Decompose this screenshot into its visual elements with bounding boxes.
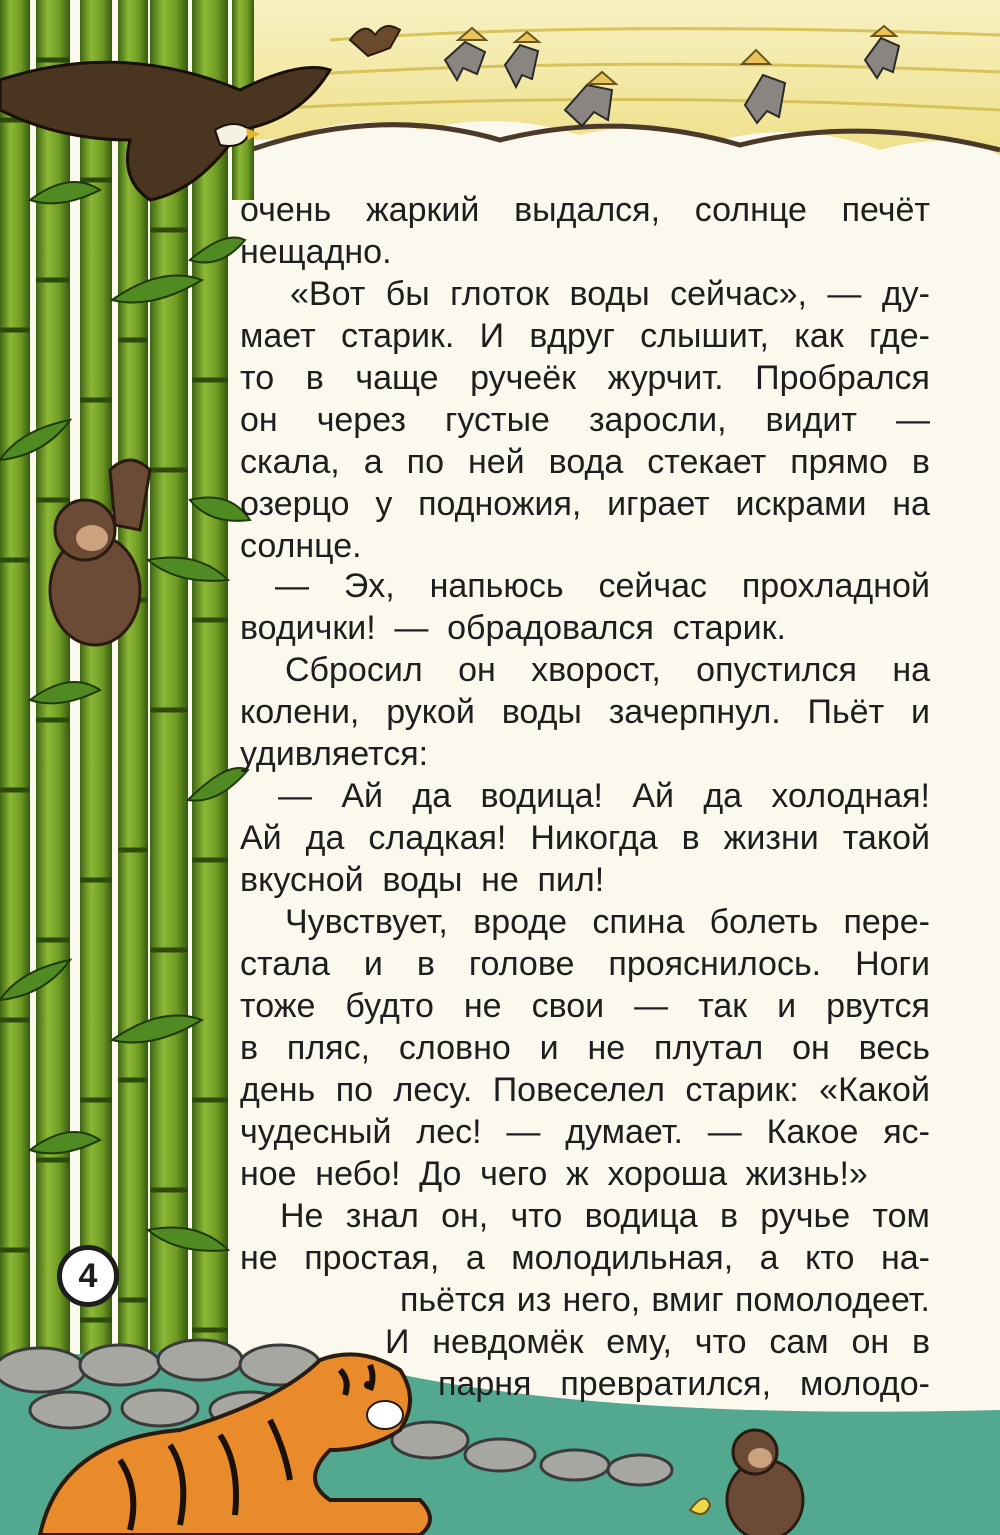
word: лесу. <box>393 1071 473 1109</box>
word: стала <box>240 945 330 983</box>
bamboo-forest <box>0 0 254 1535</box>
text-line <box>240 860 930 900</box>
word: скала, <box>240 443 340 481</box>
word: яс- <box>883 1113 930 1151</box>
word: он, <box>441 1197 489 1235</box>
word: подножия, <box>418 485 582 523</box>
word: где- <box>869 317 930 355</box>
text-line <box>240 692 930 732</box>
word: Ноги <box>855 945 930 983</box>
text-line <box>285 902 930 942</box>
word: ду- <box>881 275 930 313</box>
word: него, <box>562 1281 641 1319</box>
word: прямо <box>790 443 888 481</box>
word: водички! <box>240 609 376 647</box>
word: не <box>463 987 502 1025</box>
word: сейчас», <box>670 275 807 313</box>
word: через <box>316 401 406 439</box>
word: а <box>363 443 383 481</box>
word: хороша <box>607 1155 727 1193</box>
page-number: 4 <box>57 1245 119 1307</box>
word: пьётся <box>400 1281 506 1319</box>
word: И <box>479 317 505 355</box>
word: чаще <box>355 359 439 397</box>
word: играет <box>607 485 710 523</box>
word: стекает <box>647 443 767 481</box>
text-line <box>240 986 930 1026</box>
word: да <box>305 819 345 857</box>
word: воды <box>569 275 650 313</box>
text-line <box>240 232 930 272</box>
word: Чувствует, <box>285 903 448 941</box>
word: холодная! <box>771 777 930 815</box>
word: Никогда <box>530 819 658 857</box>
word: и <box>539 1029 559 1067</box>
word: такой <box>842 819 930 857</box>
word: чудесный <box>240 1113 392 1151</box>
word: сам <box>769 1323 829 1361</box>
text-line <box>438 1364 930 1404</box>
word: из <box>516 1281 552 1319</box>
word: думает. <box>565 1113 683 1151</box>
word: голове <box>468 945 575 983</box>
word: на <box>892 485 930 523</box>
word: «Вот <box>290 275 366 313</box>
text-line <box>240 608 930 648</box>
text-line <box>240 190 930 230</box>
text-line <box>240 1028 930 1068</box>
word: да <box>703 777 743 815</box>
word: в <box>305 359 324 397</box>
word: вмиг <box>651 1281 724 1319</box>
word: да <box>412 777 452 815</box>
word: в <box>681 819 700 857</box>
word: по <box>406 443 444 481</box>
word: прохладной <box>741 567 930 605</box>
word: — <box>278 777 312 815</box>
word: а <box>465 1239 485 1277</box>
word: мает <box>240 317 316 355</box>
word: Сбросил <box>285 651 423 689</box>
word: и <box>363 945 383 983</box>
word: пере- <box>843 903 930 941</box>
text-line <box>240 526 930 566</box>
text-line <box>240 400 930 440</box>
text-line <box>240 944 930 984</box>
word: лес! <box>416 1113 482 1151</box>
word: До <box>419 1155 462 1193</box>
text-line <box>400 1280 930 1320</box>
word: Какое <box>766 1113 859 1151</box>
word: Ай <box>632 777 674 815</box>
word: он <box>851 1323 890 1361</box>
word: не <box>481 861 519 899</box>
word: не <box>240 1239 278 1277</box>
word: что <box>510 1197 563 1235</box>
text-line <box>240 1154 930 1194</box>
word: водица <box>584 1197 698 1235</box>
word: молодильная, <box>511 1239 734 1277</box>
word: словно <box>398 1029 511 1067</box>
word: старик. <box>672 609 786 647</box>
word: он <box>458 651 496 689</box>
word: удивляется: <box>240 735 429 773</box>
word: у <box>375 485 393 523</box>
word: Пробрался <box>755 359 930 397</box>
text-line <box>290 274 930 314</box>
word: напьюсь <box>429 567 564 605</box>
word: И <box>385 1323 410 1361</box>
word: Ай <box>341 777 384 815</box>
word: опустился <box>696 651 857 689</box>
word: знал <box>345 1197 419 1235</box>
word: печёт <box>841 191 930 229</box>
text-line <box>240 1112 930 1152</box>
word: старик. <box>340 317 455 355</box>
word: обрадовался <box>447 609 654 647</box>
word: весь <box>858 1029 930 1067</box>
word: в <box>240 1029 259 1067</box>
word: рукой <box>386 693 475 731</box>
word: ему, <box>606 1323 672 1361</box>
word: том <box>872 1197 930 1235</box>
word: колени, <box>240 693 360 731</box>
word: не <box>587 1029 626 1067</box>
word: старик: <box>685 1071 799 1109</box>
word: вода <box>548 443 624 481</box>
word: а <box>759 1239 779 1277</box>
word: чего <box>480 1155 548 1193</box>
word: пил! <box>537 861 605 899</box>
word: что <box>694 1323 747 1361</box>
word: невдомёк <box>432 1323 584 1361</box>
word: болеть <box>709 903 819 941</box>
word: тоже <box>240 987 316 1025</box>
text-line <box>240 818 930 858</box>
text-line <box>285 650 930 690</box>
rice-field-scene <box>250 0 1000 155</box>
word: то <box>240 359 275 397</box>
word: сладкая! <box>368 819 507 857</box>
word: хворост, <box>531 651 661 689</box>
word: он <box>792 1029 830 1067</box>
word: жизни <box>723 819 819 857</box>
word: водица! <box>480 777 603 815</box>
word: кто <box>805 1239 855 1277</box>
word: бы <box>385 275 430 313</box>
word: солнце <box>694 191 807 229</box>
word: ручье <box>760 1197 851 1235</box>
word: ручеёк <box>470 359 577 397</box>
word: видит <box>765 401 857 439</box>
text-line <box>280 1196 930 1236</box>
word: рвутся <box>826 987 930 1025</box>
word: в <box>911 1323 930 1361</box>
word: густые <box>444 401 550 439</box>
word: вкусной <box>240 861 364 899</box>
text-line <box>278 776 930 816</box>
word: — <box>394 609 429 647</box>
word: прояснилось. <box>608 945 822 983</box>
word: ж <box>566 1155 589 1193</box>
word: глоток <box>450 275 550 313</box>
word: ное <box>240 1155 297 1193</box>
word: на <box>892 651 930 689</box>
word: как <box>794 317 844 355</box>
word: вдруг <box>529 317 615 355</box>
text-line <box>240 316 930 356</box>
word: Ай <box>240 819 282 857</box>
word: и <box>777 987 797 1025</box>
text-line <box>240 484 930 524</box>
word: воды <box>501 693 582 731</box>
word: солнце. <box>240 527 362 565</box>
word: на- <box>880 1239 930 1277</box>
word: Повеселел <box>492 1071 665 1109</box>
word: озерцо <box>240 485 350 523</box>
word: журчит. <box>607 359 724 397</box>
word: воды <box>382 861 463 899</box>
word: — <box>506 1113 541 1151</box>
word: пляс, <box>286 1029 371 1067</box>
word: помолодеет. <box>734 1281 930 1319</box>
word: в <box>911 443 930 481</box>
word: в <box>416 945 435 983</box>
word: свои <box>531 987 605 1025</box>
word: заросли, <box>588 401 727 439</box>
word: Эх, <box>343 567 395 605</box>
word: — <box>827 275 862 313</box>
word: парня <box>438 1365 532 1403</box>
word: небо! <box>315 1155 401 1193</box>
word: жаркий <box>365 191 480 229</box>
word: очень <box>240 191 332 229</box>
word: плутал <box>654 1029 764 1067</box>
word: простая, <box>304 1239 440 1277</box>
word: нещадно. <box>240 233 392 271</box>
word: зачерпнул. <box>608 693 781 731</box>
text-line <box>240 442 930 482</box>
text-line <box>240 734 930 774</box>
word: он <box>240 401 278 439</box>
text-line <box>385 1322 930 1362</box>
text-line <box>240 358 930 398</box>
word: по <box>335 1071 374 1109</box>
word: — <box>896 401 930 439</box>
word: — <box>275 567 309 605</box>
word: так <box>698 987 748 1025</box>
word: превратился, <box>560 1365 772 1403</box>
text-line <box>240 1070 930 1110</box>
word: «Какой <box>819 1071 930 1109</box>
word: — <box>707 1113 742 1151</box>
word: день <box>240 1071 316 1109</box>
word: молодо- <box>799 1365 930 1403</box>
word: выдался, <box>514 191 661 229</box>
word: Не <box>280 1197 324 1235</box>
word: спина <box>592 903 685 941</box>
word: в <box>719 1197 739 1235</box>
word: сейчас <box>598 567 707 605</box>
word: вроде <box>473 903 568 941</box>
word: — <box>634 987 669 1025</box>
word: Пьёт <box>807 693 885 731</box>
word: и <box>911 693 930 731</box>
text-line <box>275 566 930 606</box>
word: слышит, <box>640 317 769 355</box>
word: будто <box>345 987 434 1025</box>
word: жизнь!» <box>745 1155 868 1193</box>
text-line <box>240 1238 930 1278</box>
word: ней <box>467 443 525 481</box>
word: искрами <box>735 485 867 523</box>
